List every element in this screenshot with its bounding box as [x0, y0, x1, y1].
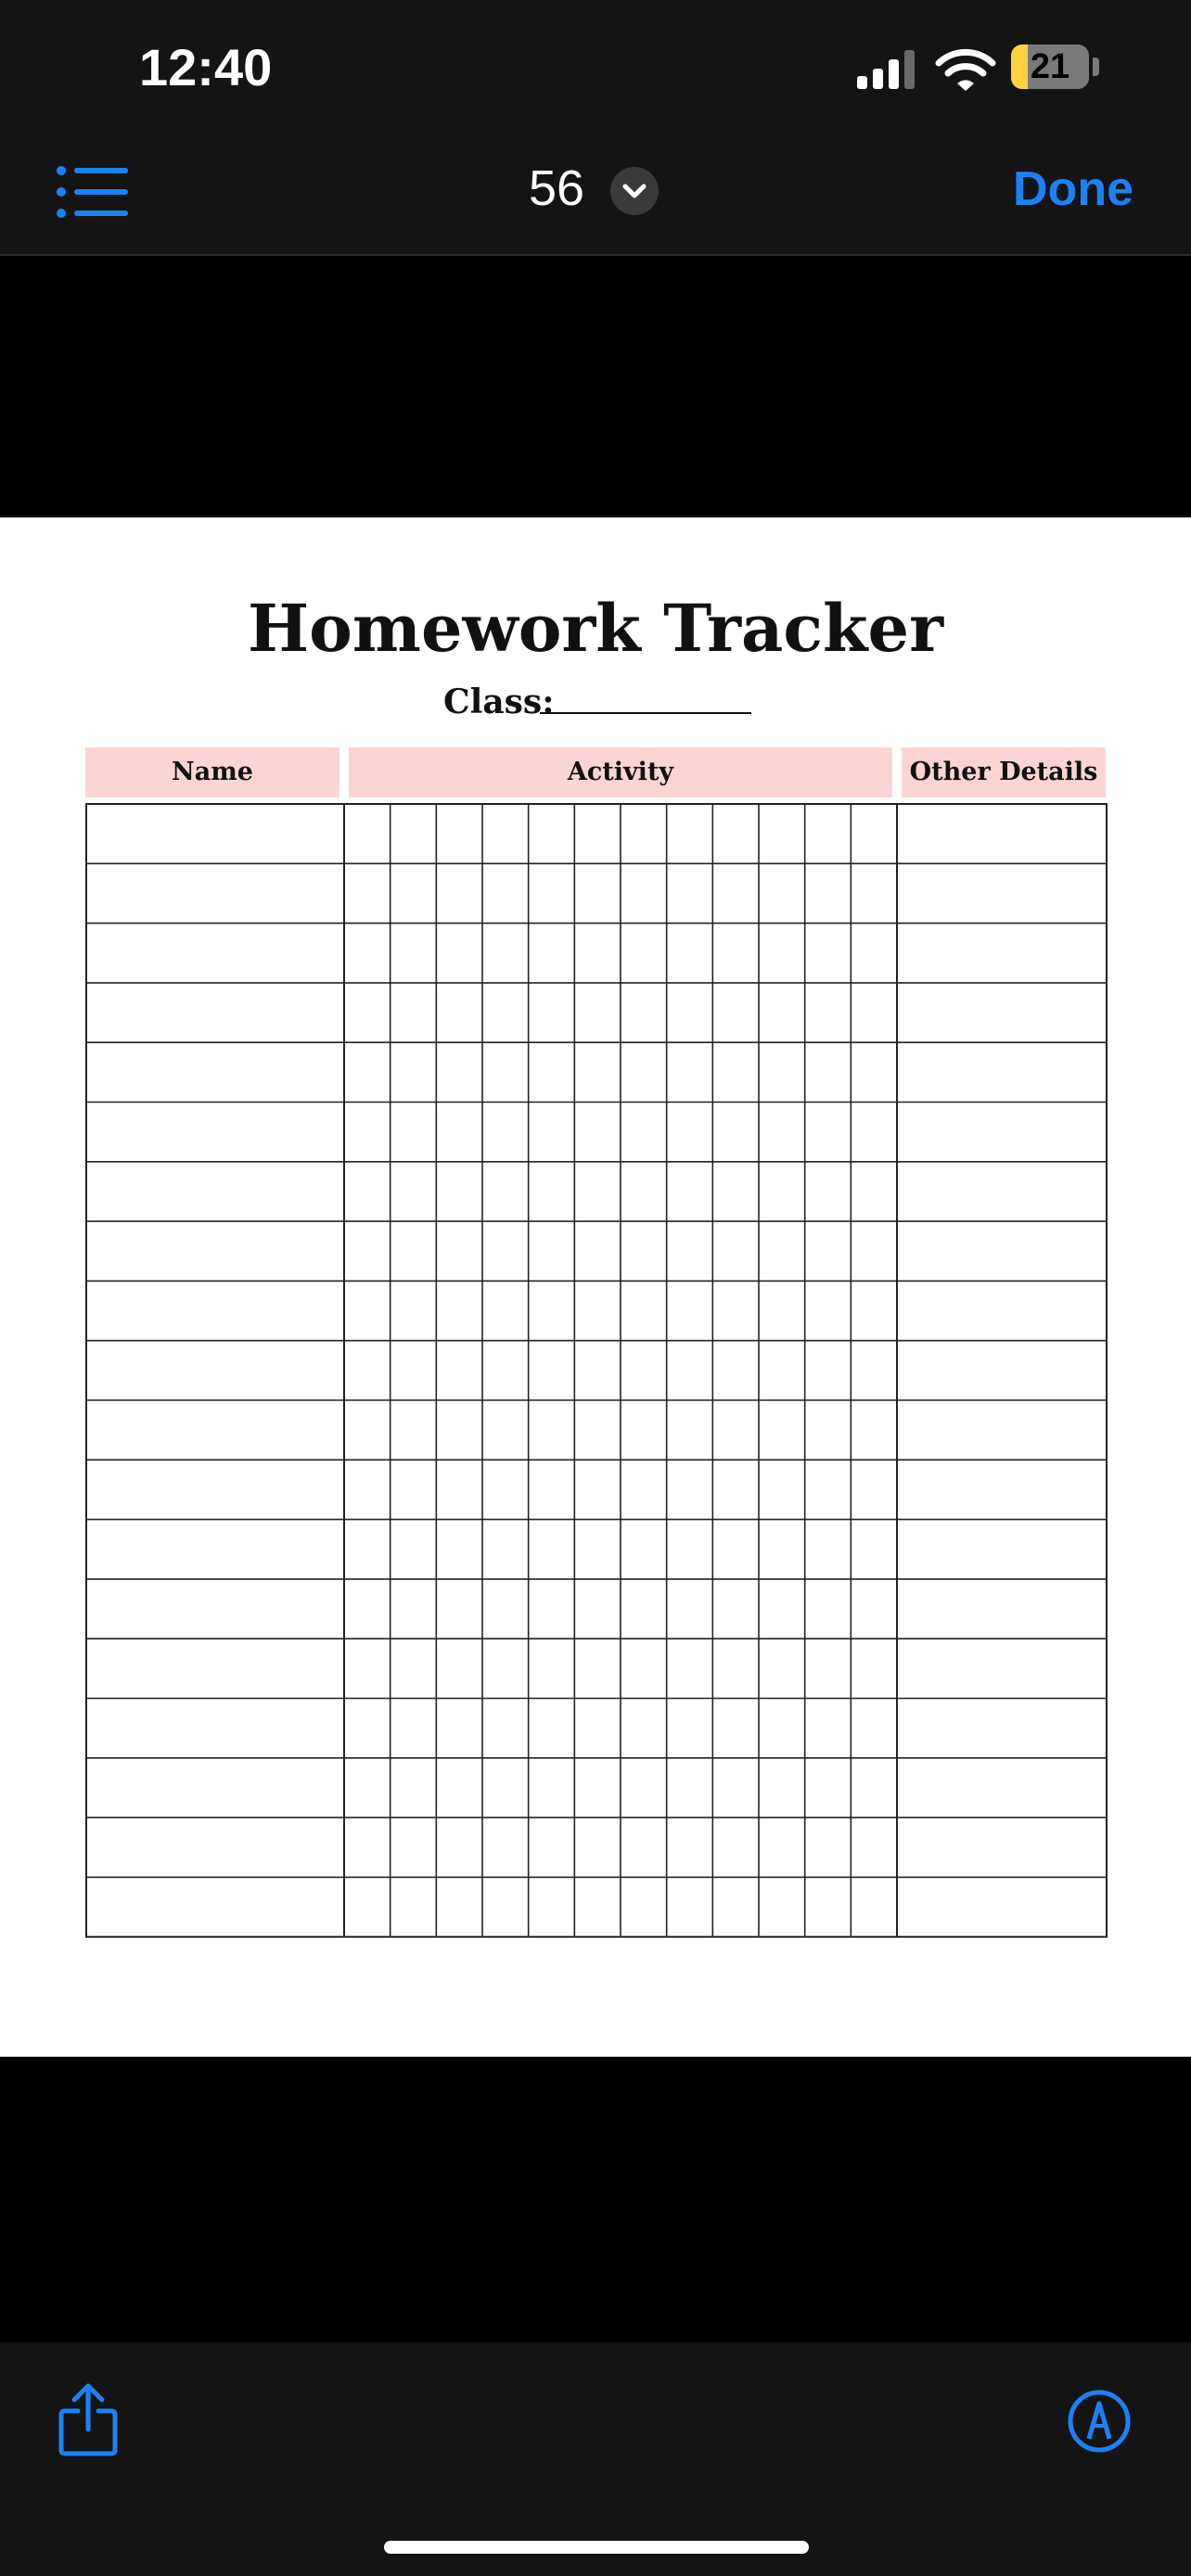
class-label: Class:: [443, 682, 555, 721]
activity-column-header: Activity: [349, 747, 892, 797]
name-column-header: Name: [85, 747, 339, 797]
status-time: 12:40: [139, 38, 273, 96]
other-details-column-header: Other Details: [902, 747, 1106, 797]
share-icon[interactable]: [58, 2381, 119, 2457]
class-blank-line: [540, 712, 751, 714]
tracker-grid: [85, 803, 1108, 1939]
list-icon[interactable]: [56, 161, 130, 223]
nav-bar: [0, 139, 1191, 256]
home-indicator[interactable]: [384, 2541, 809, 2554]
chevron-down-icon: [621, 180, 647, 202]
wifi-icon: [935, 46, 996, 93]
page-number[interactable]: 56: [529, 160, 585, 216]
bottom-toolbar: [0, 2342, 1191, 2576]
page-selector-button[interactable]: [610, 167, 659, 215]
document-title: Homework Tracker: [248, 590, 943, 667]
markup-icon[interactable]: [1067, 2389, 1132, 2454]
grid-border: [86, 804, 1107, 1937]
signal-icon: [855, 48, 918, 91]
battery-icon: [1011, 45, 1100, 91]
document-page: [0, 517, 1191, 2057]
battery-level: 21: [1030, 47, 1070, 86]
done-button[interactable]: Done: [1013, 162, 1133, 216]
status-bar: [0, 0, 1191, 139]
